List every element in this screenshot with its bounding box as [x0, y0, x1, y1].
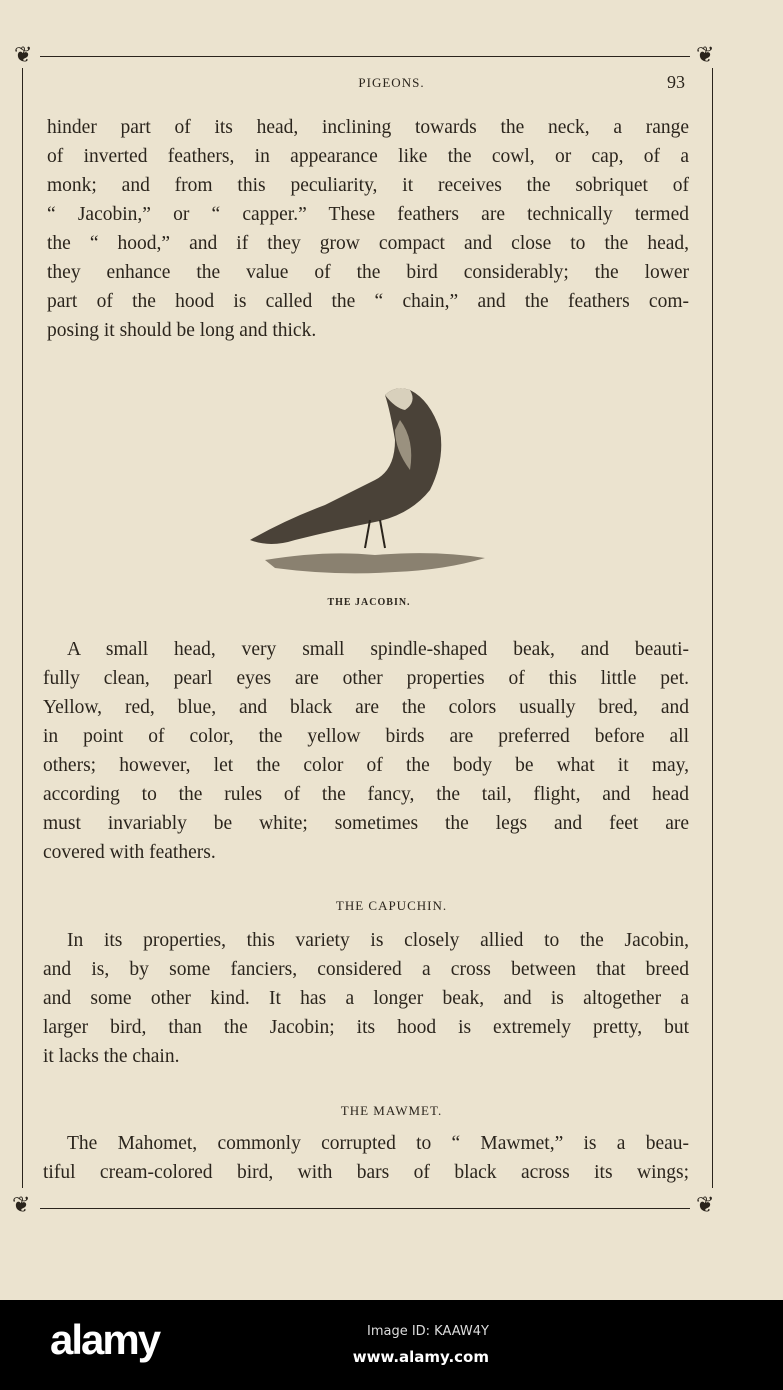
text-line: covered with feathers.: [43, 842, 216, 863]
figure-caption: THE JACOBIN.: [327, 597, 411, 608]
image-id: Image ID: KAAW4Y: [366, 1324, 489, 1339]
running-head: PIGEONS.: [358, 75, 425, 90]
text-line: larger bird, than the Jacobin; its hood is extremely pretty, but: [43, 1017, 689, 1038]
corner-ornament-icon: ❦: [14, 42, 33, 67]
website-link[interactable]: www.alamy.com: [352, 1348, 489, 1366]
section-heading: THE CAPUCHIN.: [335, 898, 448, 913]
text-line: the “ hood,” and if they grow compact and close to the head,: [47, 233, 689, 254]
text-line: In its properties, this variety is closely allied to the Jacobin,: [67, 930, 689, 951]
text-line: tiful cream-colored bird, with bars of black across its wings;: [43, 1162, 689, 1183]
watermark-footer: [0, 1300, 783, 1390]
alamy-logo: alamy: [50, 1316, 160, 1363]
text-line: of inverted feathers, in appearance like the cowl, or cap, of a: [47, 146, 689, 167]
text-line: it lacks the chain.: [43, 1046, 180, 1067]
corner-ornament-icon: ❦: [12, 1192, 31, 1217]
text-line: according to the rules of the fancy, the tail, flight, and head: [43, 784, 689, 805]
page-number: 93: [667, 72, 685, 92]
text-line: hinder part of its head, inclining towards the neck, a range: [47, 117, 689, 138]
text-line: fully clean, pearl eyes are other properties of this little pet.: [43, 668, 689, 689]
page-border-top: [40, 56, 690, 57]
corner-ornament-icon: ❦: [696, 42, 715, 67]
page-border-bottom: [40, 1208, 690, 1209]
text-line: and some other kind. It has a longer beak, and is altogether a: [43, 988, 689, 1009]
page-border-right: [712, 68, 713, 1188]
text-line: A small head, very small spindle-shaped beak, and beauti-: [67, 639, 689, 660]
text-line: part of the hood is called the “ chain,” and the feathers com-: [47, 291, 689, 312]
text-line: they enhance the value of the bird considerably; the lower: [47, 262, 689, 283]
text-line: posing it should be long and thick.: [47, 320, 317, 341]
jacobin-pigeon-illustration: [245, 380, 495, 590]
ground-mound: [265, 553, 485, 573]
text-line: in point of color, the yellow birds are preferred before all: [43, 726, 689, 747]
page-border-left: [22, 68, 23, 1188]
text-line: must invariably be white; sometimes the legs and feet are: [43, 813, 689, 834]
bird-body: [250, 388, 441, 544]
text-line: Yellow, red, blue, and black are the colors usually bred, and: [43, 697, 689, 718]
text-line: monk; and from this peculiarity, it receives the sobriquet of: [47, 175, 689, 196]
text-line: and is, by some fanciers, considered a cross between that breed: [43, 959, 689, 980]
section-heading: THE MAWMET.: [340, 1103, 443, 1118]
text-line: The Mahomet, commonly corrupted to “ Mawmet,” is a beau-: [67, 1133, 689, 1154]
corner-ornament-icon: ❦: [696, 1192, 715, 1217]
text-line: others; however, let the color of the body be what it may,: [43, 755, 689, 776]
text-line: “ Jacobin,” or “ capper.” These feathers are technically termed: [47, 204, 689, 225]
